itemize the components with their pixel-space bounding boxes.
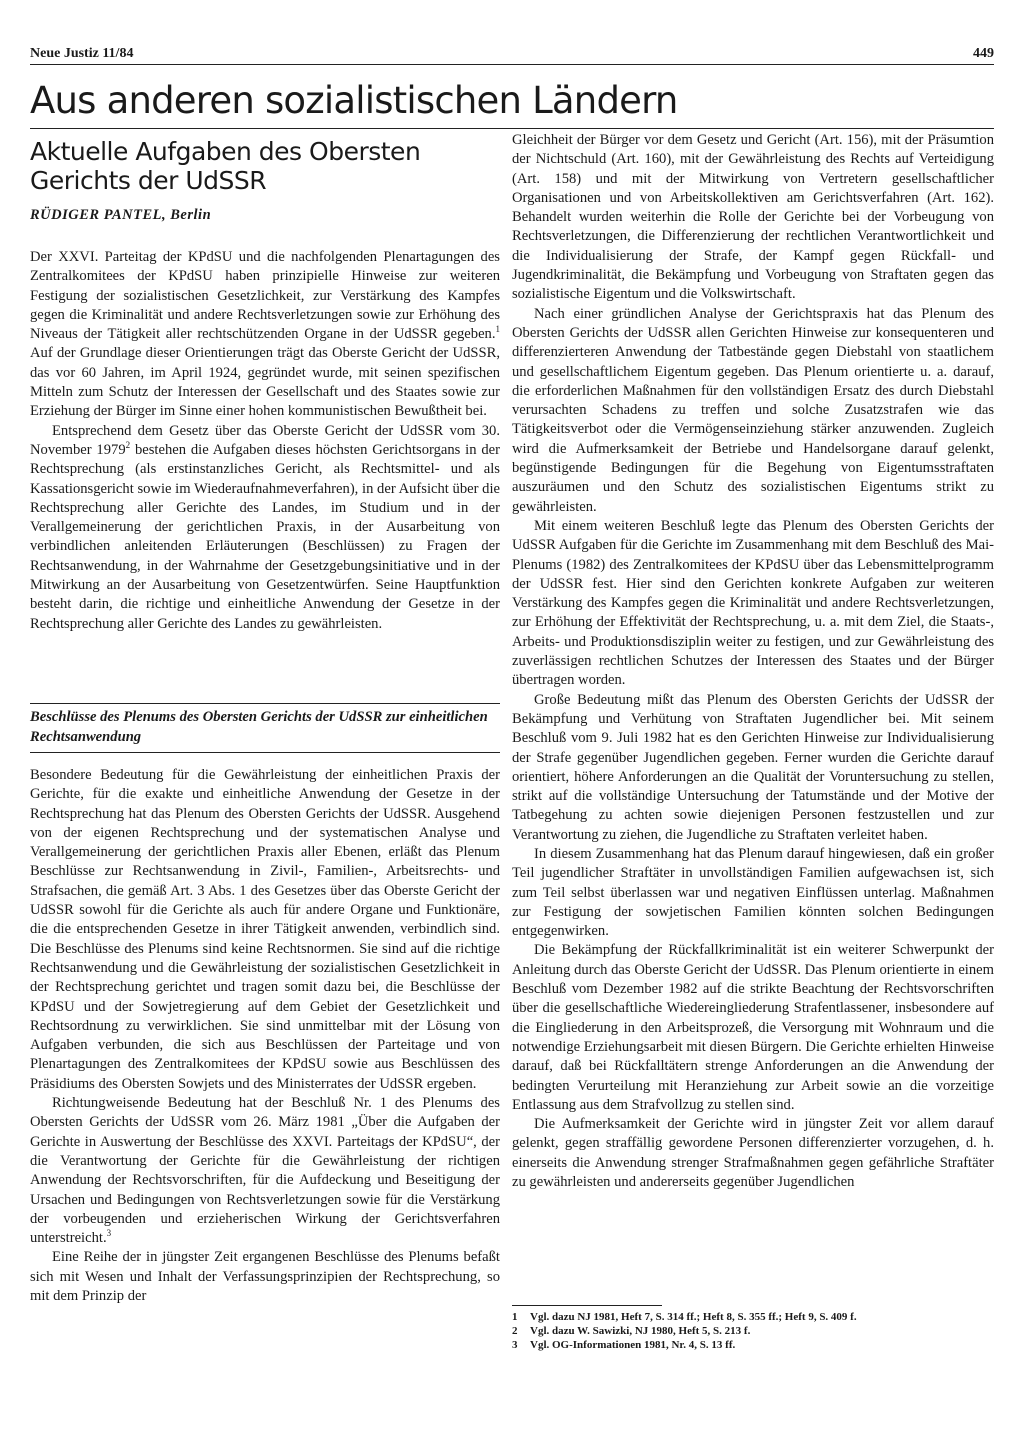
paragraph: Nach einer gründlichen Analyse der Gerichtspraxis hat das Plenum des Obersten Gerichts der UdSSR allen Gerichten Hinweise zur konsequenteren und differenzierteren Anwendung der Tatbestände gegen Diebstahl von staatlichem und gesellschaftlichem Eigentum gegeben. Das Plenum orientierte u. a. darauf, die erforderlichen Maßnahmen für den vollständigen Ersatz des durch Diebstahl verursachten Schadens zu treffen und solche Zusatzstrafen wie das Tätigkeitsverbot oder die Vermögenseinziehung stärker anzuwenden. Zugleich wird die Aufmerksamkeit der Betriebe und Handelsorgane darauf gelenkt, begünstigende Bedingungen für die Begehung von Eigentumsstraftaten auszuräumen und den Schutz des sozialistischen Eigentums strikt zu gewährleisten. [512, 305, 994, 515]
paragraph: Die Bekämpfung der Rückfallkriminalität ist ein weiterer Schwerpunkt der Anleitung durch das Oberste Gericht der UdSSR. Das Plenum orientierte in einem Beschluß vom Dezember 1982 auf die strikte Beachtung der Rechtsvorschriften über die gesellschaftliche Wiedereingliederung Strafentlassener, insbesondere auf die Eingliederung in den Arbeitsprozeß, die Versorgung mit Wohnraum und die notwendige Erziehungsarbeit mit diesen Bürgern. Die Gerichte erhielten Hinweise darauf, daß bei Rückfalltätern strenge Anforderungen an die Anwendung der bedingten Verurteilung mit Heranziehung zur Arbeit sowie an die vorzeitige Entlassung aus dem Strafvollzug zu stellen sind. [512, 942, 994, 1113]
paragraph: Gleichheit der Bürger vor dem Gesetz und Gericht (Art. 156), mit der Präsumtion der Nichtschuld (Art. 160), mit der Gewährleistung des Rechts auf Verteidigung (Art. 158) und mit der Mitwirkung von Vertretern gesellschaftlicher Organisationen und von Arbeitskollektiven am Gerichtsverfahren (Art. 162). Behandelt wurden weiterhin die Rolle der Gerichte bei der Vorbeugung von Rechtsverletzungen, die Differenzierung der rechtlichen Verantwortlichkeit und die Individualisierung der Strafe, der Kampf gegen Rückfall- und Jugendkriminalität, die Bekämpfung und Vorbeugung von Straftaten gegen das sozialistische Eigentum und die Volkswirtschaft. [512, 132, 994, 303]
footnote: 1 Vgl. dazu NJ 1981, Heft 7, S. 314 ff.; Heft 8, S. 355 ff.; Heft 9, S. 409 f. [512, 1311, 857, 1323]
article-author: RÜDIGER PANTEL, Berlin [30, 207, 212, 223]
subheading: Beschlüsse des Plenums des Obersten Gerichts der UdSSR zur einheitlichen Rechtsanwendung [30, 709, 488, 745]
article-title: Aktuelle Aufgaben des Obersten Gerichts der UdSSR [30, 137, 421, 195]
paragraph: Eine Reihe der in jüngster Zeit ergangenen Beschlüsse des Plenums befaßt sich mit Wesen und Inhalt der Verfassungsprinzipien der Rechtsprechung, so mit dem Prinzip der [30, 1249, 500, 1305]
column-left-intro [30, 248, 500, 634]
footnote-mark: 1 [495, 324, 500, 335]
footnotes [512, 1310, 994, 1352]
footnote-rule [512, 1305, 662, 1306]
paragraph: Entsprechend dem Gesetz über das Oberste Gericht der UdSSR vom 30. November 1979$^2$ bestehen die Aufgaben dieses höchsten Gerichtsorgans in der Rechtsprechung (als erstinstanzliches Gericht, als Rechtsmittel- und als Kassationsgericht sowie im Wiederaufnahmeverfahren), in der Aufsicht über die Rechtsprechung aller Gerichte des Landes, im Studium und in der Verallgemeinerung der gerichtlichen Praxis, in der Ausarbeitung von verbindlichen anleitenden Erläuterungen (Beschlüssen) zu Fragen der Rechtsanwendung, in der Wahrnahme der Gesetzgebungsinitiative und in der Mitwirkung an der Ausarbeitung von Gesetzentwürfen. Seine Hauptfunktion besteht darin, die richtige und einheitliche Anwendung der Gesetze in der Rechtsprechung aller Gerichte des Landes zu gewährleisten. [30, 422, 501, 632]
paragraph: Richtungweisende Bedeutung hat der Beschluß Nr. 1 des Plenums des Obersten Gerichts der UdSSR vom 26. März 1981 „Über die Aufgaben der Gerichte in Auswertung der Beschlüsse des XXVI. Parteitags der KPdSU“, der die Verantwortung der Gerichte für die Gewährleistung der richtigen Anwendung der Rechtsvorschriften, für die Aufdeckung und Beseitigung der Ursachen und Bedingungen von Rechtsverletzungen sowie für die Verstärkung der vorbeugenden und erzieherischen Wirkung der Gerichtsverfahren unterstreicht.$^3$ [30, 1095, 500, 1247]
section-rule [30, 128, 994, 129]
column-right [512, 131, 994, 1192]
paragraph: Die Aufmerksamkeit der Gerichte wird in jüngster Zeit vor allem darauf gelenkt, gegen straffällig gewordene Personen differenzierter vorzugehen, d. h. einerseits die Anwendung strenger Strafmaßnahmen gegen gefährliche Straftäter zu gewährleisten und andererseits gegenüber Jugendlichen [512, 1116, 994, 1191]
subheading-rule-bottom [30, 752, 500, 753]
page-number: 449 [973, 46, 994, 61]
footnote-mark: 2 [125, 440, 131, 451]
paragraph: Besondere Bedeutung für die Gewährleistung der einheitlichen Praxis der Gerichte, für die exakte und einheitliche Anwendung der Gesetze in der Rechtsprechung hat das Plenum des Obersten Gerichts der UdSSR. Ausgehend von der eigenen Rechtsprechung und der systematischen Analyse und Verallgemeinerung der gerichtlichen Praxis aller Ebenen, erläßt das Plenum Beschlüsse zur Rechtsanwendung in Zivil-, Familien-, Arbeitsrechts- und Strafsachen, die gemäß Art. 3 Abs. 1 des Gesetzes über das Oberste Gericht der UdSSR sowohl für die Gerichte als auch für andere Organe und Funktionäre, die die entsprechenden Gesetze in ihrer Tätigkeit anwenden, verbindlich sind. Die Beschlüsse des Plenums sind keine Rechtsnormen. Sie sind auf die richtige Rechtsanwendung und die Gewährleistung der sozialistischen Gesetzlichkeit in der Rechtsprechung gerichtet und tragen somit dazu bei, die Beschlüsse der KPdSU und der Sowjetregierung auf dem Gebiet der Gesetzlichkeit und Rechtsordnung zu verwirklichen. Sie sind unmittelbar mit der Lösung von Aufgaben verbunden, die sich aus Beschlüssen der Parteitage und von Plenartagungen des Zentralkomitees der KPdSU sowie aus Beschlüssen des Präsidiums des Obersten Sowjets und des Ministerrates der UdSSR ergeben. [30, 767, 500, 1092]
footnote: 3 Vgl. OG-Informationen 1981, Nr. 4, S. 13 ff. [512, 1339, 736, 1351]
header-rule [30, 64, 994, 65]
column-left-body [30, 766, 500, 1306]
paragraph: Große Bedeutung mißt das Plenum des Obersten Gerichts der UdSSR der Bekämpfung und Verhütung von Straftaten Jugendlicher bei. Mit seinem Beschluß vom 9. Juli 1982 hat es den Gerichten Hinweise zur Individualisierung der Strafe gegenüber Jugendlichen gegeben. Ferner wurden die Gerichte darauf orientiert, höhere Anforderungen an die Qualität der Voruntersuchung zu stellen, strikt auf die vollständige Untersuchung der Tatumstände und der Motive der Tatbegehung zu achten sowie diejenigen Personen festzustellen und zur Verantwortung zu ziehen, die Jugendliche zu Straftaten verleitet haben. [512, 691, 994, 843]
paragraph: Der XXVI. Parteitag der KPdSU und die nachfolgenden Plenartagungen des Zentralkomitees der KPdSU haben prinzipielle Hinweise zur weiteren Festigung der sozialistischen Gesetzlichkeit, zur Verstärkung des Kampfes gegen die Kriminalität und andere Rechtsverletzungen sowie zur Erhöhung des Niveaus der Tätigkeit aller rechtschützenden Organe in der UdSSR gegeben.$^1$ Auf der Grundlage dieser Orientierungen trägt das Oberste Gericht der UdSSR, das vor 60 Jahren, im April 1924, gegründet wurde, mit seinen spezifischen Mitteln zum Schutz der Interessen der Gesellschaft und des Staates sowie zur Erziehung der Bürger im Sinne einer hohen kommunistischen Bewußtheit bei. [30, 249, 500, 420]
running-head [30, 46, 994, 66]
paragraph: In diesem Zusammenhang hat das Plenum darauf hingewiesen, daß ein großer Teil jugendlicher Straftäter in unvollständigen Familien aufgewachsen ist, sich zum Teil selbst überlassen war und negativen Einflüssen unterlag. Maßnahmen zur Festigung der sowjetischen Familien könnten solchen Bedingungen entgegenwirken. [512, 845, 994, 940]
footnote: 2 Vgl. dazu W. Sawizki, NJ 1980, Heft 5, S. 213 f. [512, 1325, 751, 1337]
subheading-rule-top [30, 703, 500, 704]
footnote-mark: 3 [106, 1228, 112, 1239]
journal-issue: Neue Justiz 11/84 [30, 46, 134, 61]
paragraph: Mit einem weiteren Beschluß legte das Plenum des Obersten Gerichts der UdSSR Aufgaben für die Gerichte im Zusammenhang mit dem Beschluß des Mai-Plenums (1982) des Zentralkomitees der KPdSU über das Lebensmittelprogramm der UdSSR fest. Hier sind den Gerichten konkrete Aufgaben zur weiteren Verstärkung des Kampfes gegen die Kriminalität und andere Rechtsverletzungen, zur Erhöhung der Effektivität der Rechtsprechung, u. a. mit dem Ziel, die Staats-, Arbeits- und Produktionsdisziplin weiter zu festigen, und zur Gewährleistung des zuverlässigen rechtlichen Schutzes der Interessen des Staates und der Bürger übertragen worden. [512, 517, 994, 689]
section-title: Aus anderen sozialistischen Ländern [30, 79, 678, 122]
